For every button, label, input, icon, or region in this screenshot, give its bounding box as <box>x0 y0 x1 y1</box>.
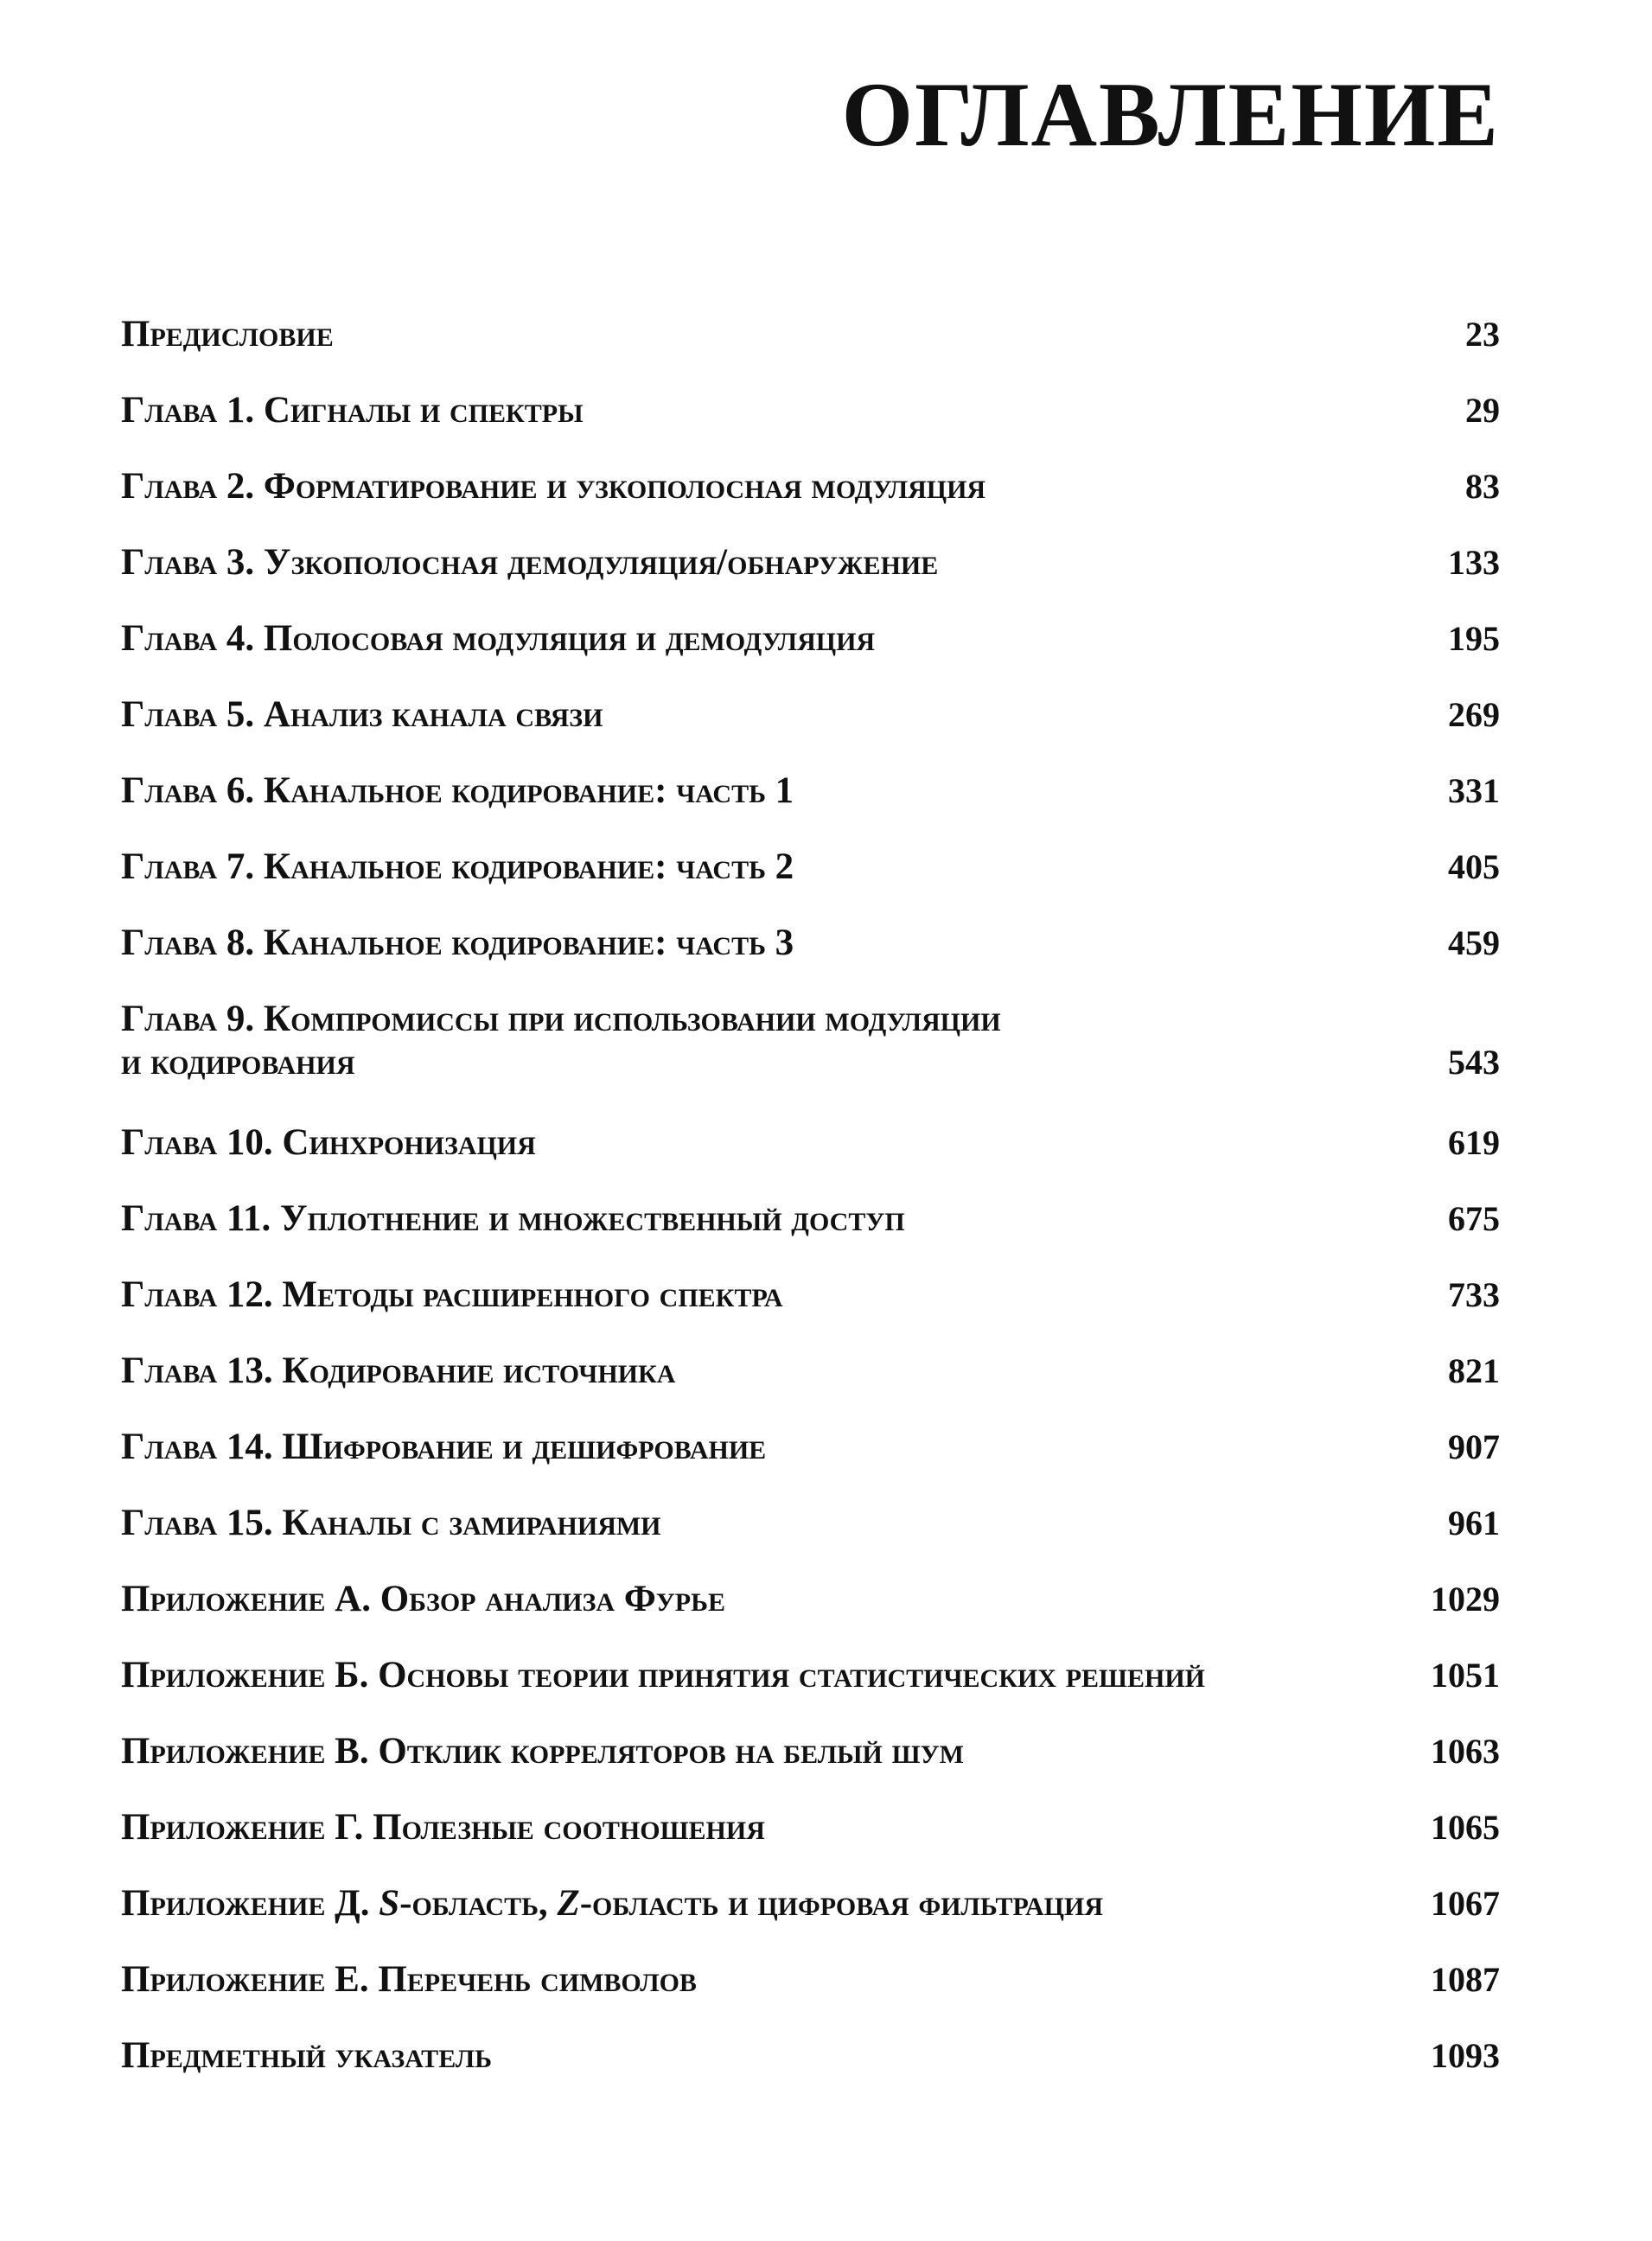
toc-entry-page: 83 <box>1465 467 1500 506</box>
toc-entry-page: 543 <box>1448 1043 1500 1082</box>
toc-entry-chapter-13 <box>121 1350 1500 1426</box>
z-variable: Z <box>557 1883 580 1924</box>
toc-entry-chapter-1 <box>121 389 1500 465</box>
toc-entry-appendix-a <box>121 1578 1500 1654</box>
toc-entry-label: Приложение Г. Полезные соотношения <box>121 1807 765 1848</box>
toc-entry-chapter-11 <box>121 1197 1500 1274</box>
toc-entry-chapter-2 <box>121 465 1500 541</box>
toc-entry-label <box>121 998 1357 1084</box>
toc-entry-page: 907 <box>1448 1427 1500 1466</box>
toc-entry-page: 675 <box>1448 1199 1500 1238</box>
toc-entry-page: 1087 <box>1431 1960 1500 1999</box>
s-variable: S <box>379 1883 400 1924</box>
toc-entry-page: 269 <box>1448 695 1500 734</box>
toc-entry-page: 1093 <box>1431 2036 1500 2075</box>
toc-entry-page: 331 <box>1448 771 1500 810</box>
toc-entry-label: Глава 1. Сигналы и спектры <box>121 390 584 431</box>
toc-entry-page: 1067 <box>1431 1884 1500 1923</box>
toc-entry-appendix-b <box>121 1654 1500 1730</box>
toc-entry-label: Приложение А. Обзор анализа Фурье <box>121 1579 725 1619</box>
toc-entry-appendix-v <box>121 1730 1500 1806</box>
toc-entry-label: Глава 15. Каналы с замираниями <box>121 1503 661 1543</box>
toc-entry-page: 733 <box>1448 1275 1500 1314</box>
toc-entry-label: Глава 4. Полосовая модуляция и демодуляция <box>121 618 876 659</box>
toc-entry-chapter-5 <box>121 693 1500 769</box>
toc-entry-label: Глава 12. Методы расширенного спектра <box>121 1274 783 1315</box>
toc-entry-label: Предисловие <box>121 314 334 354</box>
toc-entry-preface <box>121 313 1500 389</box>
toc-entry-page: 1029 <box>1431 1580 1500 1618</box>
table-of-contents <box>121 313 1500 2110</box>
toc-entry-chapter-12 <box>121 1274 1500 1350</box>
toc-entry-label-line-2: и кодирования <box>121 1042 355 1082</box>
toc-entry-label: Глава 7. Канальное кодирование: часть 2 <box>121 846 794 887</box>
toc-entry-label: Глава 10. Синхронизация <box>121 1122 536 1163</box>
toc-entry-page: 821 <box>1448 1351 1500 1390</box>
toc-entry-appendix-e <box>121 1958 1500 2034</box>
toc-entry-page: 619 <box>1448 1123 1500 1162</box>
toc-entry-label: Глава 5. Анализ канала связи <box>121 694 603 735</box>
toc-entry-appendix-g <box>121 1806 1500 1882</box>
toc-entry-label: Глава 8. Канальное кодирование: часть 3 <box>121 923 794 963</box>
toc-entry-label-suffix: -область и цифровая фильтрация <box>579 1883 1103 1924</box>
toc-entry-chapter-4 <box>121 617 1500 693</box>
toc-entry-label: Предметный указатель <box>121 2035 492 2076</box>
toc-entry-chapter-10 <box>121 1121 1500 1197</box>
toc-entry-label: Глава 6. Канальное кодирование: часть 1 <box>121 770 794 811</box>
toc-entry-label: Приложение Б. Основы теории принятия статистических решений <box>121 1655 1205 1695</box>
toc-entry-label: Глава 11. Уплотнение и множественный доступ <box>121 1198 905 1239</box>
toc-entry-page: 133 <box>1448 543 1500 582</box>
toc-entry-label-prefix: Приложение Д. <box>121 1883 380 1924</box>
toc-entry-subject-index <box>121 2034 1500 2110</box>
toc-entry-label-mid: -область, <box>399 1883 558 1924</box>
toc-entry-label: Глава 13. Кодирование источника <box>121 1350 676 1391</box>
toc-entry-label-line-1: Глава 9. Компромиссы при использовании модуляции <box>121 999 1001 1039</box>
toc-entry-appendix-d <box>121 1882 1500 1958</box>
toc-entry-label: Глава 14. Шифрование и дешифрование <box>121 1427 767 1467</box>
toc-entry-chapter-8 <box>121 922 1500 998</box>
toc-entry-page: 195 <box>1448 619 1500 658</box>
toc-entry-page: 405 <box>1448 847 1500 886</box>
toc-entry-page: 23 <box>1465 315 1500 354</box>
toc-entry-chapter-7 <box>121 846 1500 922</box>
toc-entry-label: Приложение В. Отклик корреляторов на белый шум <box>121 1731 964 1772</box>
toc-entry-label: Глава 2. Форматирование и узкополосная модуляция <box>121 466 986 507</box>
toc-entry-page: 1063 <box>1431 1732 1500 1771</box>
toc-entry-chapter-15 <box>121 1502 1500 1578</box>
toc-entry-page: 961 <box>1448 1504 1500 1542</box>
toc-entry-label: Приложение Е. Перечень символов <box>121 1959 697 2000</box>
toc-entry-page: 1065 <box>1431 1808 1500 1847</box>
toc-entry-page: 1051 <box>1431 1656 1500 1695</box>
toc-entry-chapter-3 <box>121 541 1500 617</box>
toc-entry-page: 29 <box>1465 391 1500 430</box>
toc-entry-page: 459 <box>1448 923 1500 962</box>
page-title: ОГЛАВЛЕНИЕ <box>841 64 1500 165</box>
toc-entry-label <box>121 1882 1357 1925</box>
toc-entry-chapter-14 <box>121 1426 1500 1502</box>
toc-entry-label: Глава 3. Узкополосная демодуляция/обнаружение <box>121 542 939 583</box>
toc-entry-chapter-9 <box>121 998 1500 1121</box>
toc-entry-chapter-6 <box>121 769 1500 846</box>
